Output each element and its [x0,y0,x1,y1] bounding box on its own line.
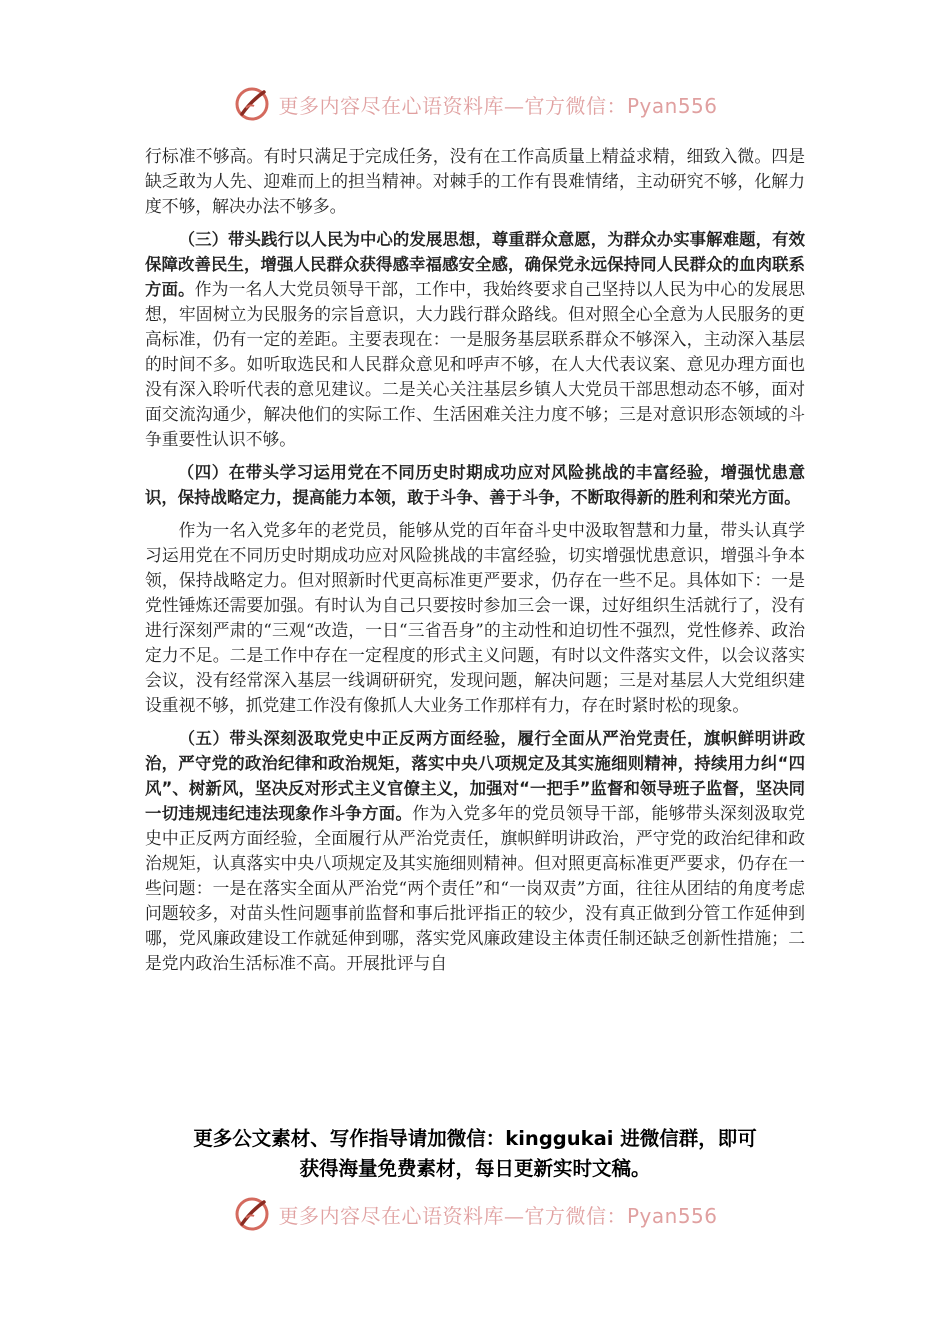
promo-line: 获得海量免费素材，每日更新实时文稿。 [299,1157,651,1180]
watermark-text: 更多内容尽在心语资料库—官方微信： [278,93,627,118]
brush-logo-icon [232,84,272,124]
watermark-wechat-id: Pyan556 [626,93,718,118]
paragraph-text: 作为一名人大党员领导干部，工作中，我始终要求自己坚持以人民为中心的发展思想，牢固树立为民服务的宗旨意识，大力践行群众路线。但对照全心全意为人民服务的更高标准，仍有一定的差距。主要表现在：一是服务基层联系群众不够深入，主动深入基层的时间不多。如听取选民和人民群众意见和呼声不够，在人大代表议案、意见办理方面也没有深入聆听代表的意见建议。二是关心关注基层乡镇人大党员干部思想动态不够，面对面交流沟通少，解决他们的实际工作、生活困难关注力度不够；三是对意识形态领域的斗争重要性认识不够。 [145,279,805,449]
watermark-text: 更多内容尽在心语资料库—官方微信： [278,1203,627,1228]
section-heading-3: （三）带头践行以人民为中心的发展思想，尊重群众意愿，为群众办实事解难题，有效保障改善民生，增强人民群众获得感幸福感安全感，确保党永远保持同人民群众的血肉联系方面。 [145,230,805,299]
section-heading-5: （五）带头深刻汲取党史中正反两方面经验，履行全面从严治党责任，旗帜鲜明讲政治，严守党的政治纪律和政治规矩，落实中央八项规定及其实施细则精神，持续用力纠“四风”、树新风，坚决反对形式主义官僚主义，加强对“一把手”监督和领导班子监督，坚决同一切违规违纪违法现象作斗争方面。 [145,729,805,823]
promo-notice [120,1124,830,1184]
section-heading-4: （四）在带头学习运用党在不同历史时期成功应对风险挑战的丰富经验，增强忧患意识，保持战略定力，提高能力本领，敢于斗争、善于斗争，不断取得新的胜利和荣光方面。 [145,463,805,507]
document-body [145,144,805,976]
paragraph: 作为一名入党多年的老党员，能够从党的百年奋斗史中汲取智慧和力量，带头认真学习运用党在不同历史时期成功应对风险挑战的丰富经验，切实增强忧患意识，增强斗争本领，保持战略定力。但对照新时代更高标准更严要求，仍存在一些不足。具体如下：一是党性锤炼还需要加强。有时认为自己只要按时参加三会一课，过好组织生活就行了，没有进行深刻严肃的“三观“改造，一日“三省吾身”的主动性和迫切性不强烈，党性修养、政治定力不足。二是工作中存在一定程度的形式主义问题，有时以文件落实文件，以会议落实会议，没有经常深入基层一线调研研究，发现问题，解决问题；三是对基层人大党组织建设重视不够，抓党建工作没有像抓人大业务工作那样有力，存在时紧时松的现象。 [145,520,805,715]
paragraph-text: 作为入党多年的党员领导干部，能够带头深刻汲取党史中正反两方面经验，全面履行从严治党责任，旗帜鲜明讲政治，严守党的政治纪律和政治规矩，认真落实中央八项规定及其实施细则精神。但对照更高标准更严要求，仍存在一些问题：一是在落实全面从严治党“两个责任”和“一岗双责”方面，往往从团结的角度考虑问题较多，对苗头性问题事前监督和事后批评指正的较少，没有真正做到分管工作延伸到哪，党风廉政建设工作就延伸到哪，落实党风廉政建设主体责任制还缺乏创新性措施；二是党内政治生活标准不高。开展批评与自 [145,803,805,973]
footer-watermark [0,1192,950,1236]
promo-line: 更多公文素材、写作指导请加微信：kinggukai 进微信群，即可 [193,1127,757,1150]
paragraph [145,726,805,976]
watermark-wechat-id: Pyan556 [626,1203,718,1228]
paragraph: 行标准不够高。有时只满足于完成任务，没有在工作高质量上精益求精，细致入微。四是缺乏敢为人先、迎难而上的担当精神。对棘手的工作有畏难情绪，主动研究不够，化解力度不够，解决办法不够多。 [145,146,805,216]
header-watermark [0,82,950,126]
brush-logo-icon [232,1194,272,1234]
paragraph [145,227,805,452]
